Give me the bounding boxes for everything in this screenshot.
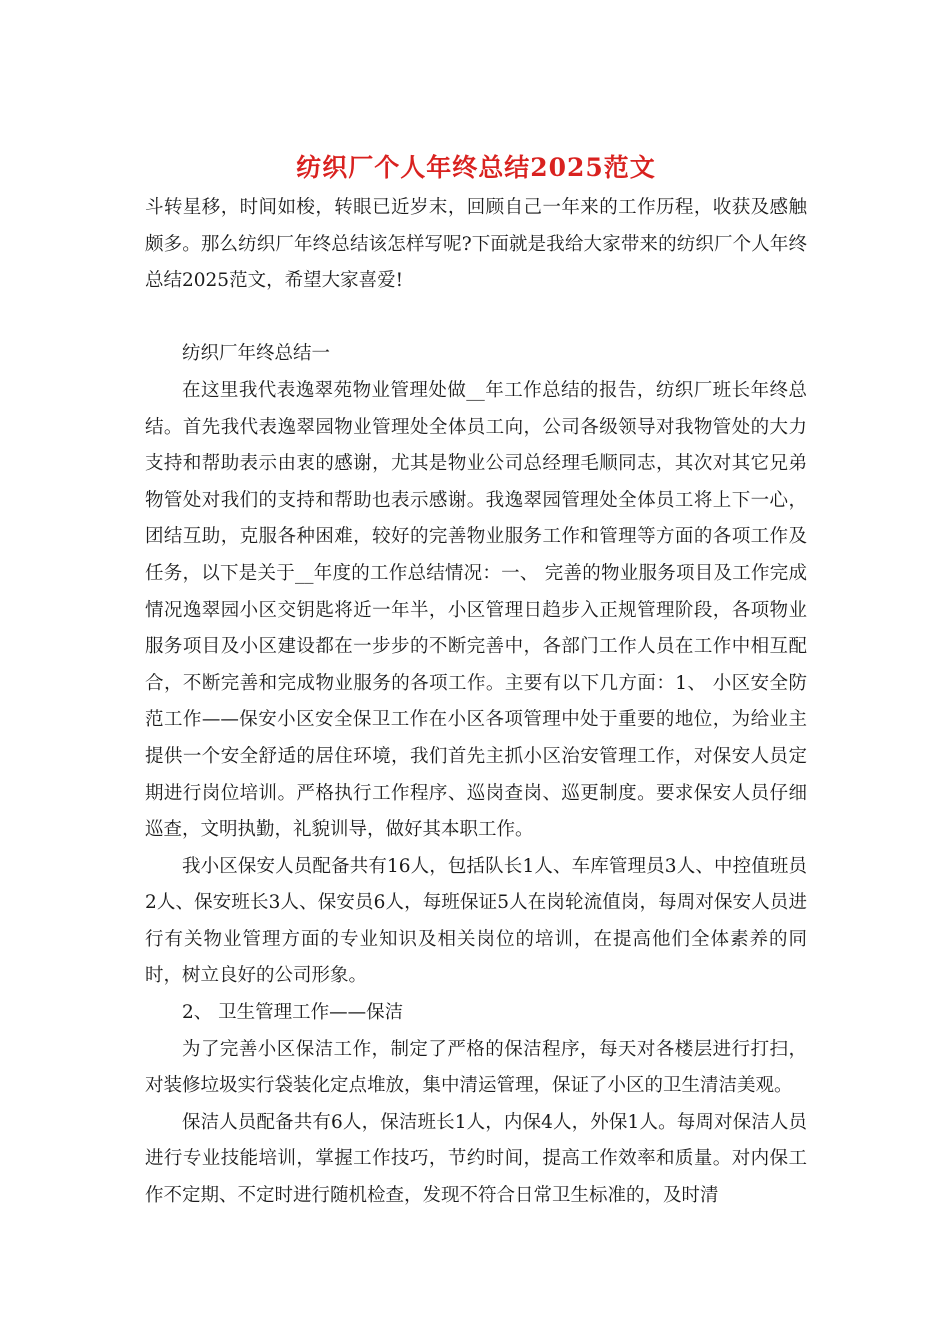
body-paragraph: 我小区保安人员配备共有16人，包括队长1人、车库管理员3人、中控值班员2人、保安班长3人、保安员6人，每班保证5人在岗轮流值岗，每周对保安人员进行有关物业管理方面的专业知识及相关岗位的培训，在提高他们全体素养的同时，树立良好的公司形象。	[145, 855, 807, 987]
body-paragraph: 保洁人员配备共有6人，保洁班长1人，内保4人，外保1人。每周对保洁人员进行专业技能培训，掌握工作技巧，节约时间，提高工作效率和质量。对内保工作不定期、不定时进行随机检查，发现不符合日常卫生标准的，及时清	[145, 1111, 807, 1207]
section-heading: 纺织厂年终总结一	[182, 343, 331, 365]
subsection-heading: 2、 卫生管理工作——保洁	[182, 1002, 404, 1024]
blank-line	[145, 300, 807, 337]
body-paragraph: 为了完善小区保洁工作，制定了严格的保洁程序，每天对各楼层进行打扫，对装修垃圾实行袋装化定点堆放，集中清运管理，保证了小区的卫生清洁美观。	[145, 1038, 807, 1097]
body-paragraph: 在这里我代表逸翠苑物业管理处做__年工作总结的报告，纺织厂班长年终总结。首先我代表逸翠园物业管理处全体员工向，公司各级领导对我物管处的大力支持和帮助表示由衷的感谢，尤其是物业公司总经理毛顺同志，其次对其它兄弟物管处对我们的支持和帮助也表示感谢。我逸翠园管理处全体员工将上下一心，团结互助，克服各种困难，较好的完善物业服务工作和管理等方面的各项工作及任务，以下是关于__年度的工作总结情况：一、 完善的物业服务项目及工作完成情况逸翠园小区交钥匙将近一年半，小区管理日趋步入正规管理阶段，各项物业服务项目及小区建设都在一步步的不断完善中，各部门工作人员在工作中相互配合，不断完善和完成物业服务的各项工作。主要有以下几方面：1、 小区安全防范工作——保安小区安全保卫工作在小区各项管理中处于重要的地位，为给业主提供一个安全舒适的居住环境，我们首先主抓小区治安管理工作，对保安人员定期进行岗位培训。严格执行工作程序、巡岗查岗、巡更制度。要求保安人员仔细巡查，文明执勤，礼貌训导，做好其本职工作。	[145, 379, 807, 841]
document-title: 纺织厂个人年终总结2025范文	[296, 153, 656, 182]
intro-paragraph: 斗转星移，时间如梭，转眼已近岁末，回顾自己一年来的工作历程，收获及感触颇多。那么纺织厂年终总结该怎样写呢?下面就是我给大家带来的纺织厂个人年终总结2025范文，希望大家喜爱!	[145, 197, 807, 292]
document-page	[145, 150, 807, 1215]
